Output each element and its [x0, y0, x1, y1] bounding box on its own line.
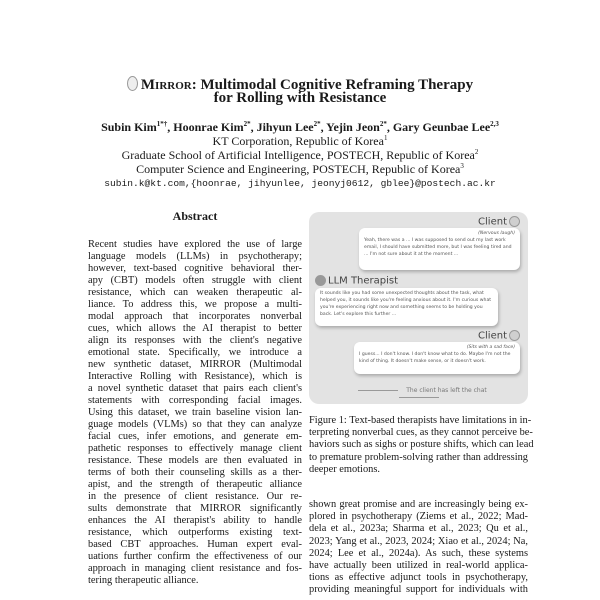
figure-1: [309, 212, 528, 404]
text-line: to premature problem-solving rather than addressing: [309, 451, 528, 463]
client-bubble-1: (Nervous laugh) Yeah, there was a ... I was supposed to send out my last work email, I should have submitted more, but I was feeling tired and ... I'm not sure about it at the moment ...: [359, 228, 520, 270]
client-face-icon: [509, 216, 520, 227]
author-name: Jihyun Lee: [256, 120, 314, 134]
text-line: have actually been utilized in real-world applica-: [309, 559, 528, 571]
body-text-right: [309, 499, 528, 597]
abstract-heading: Abstract: [172, 209, 218, 223]
affiliation-3: Computer Science and Engineering, POSTECH, Republic of Korea$^3$: [136, 162, 464, 176]
text-line: facial cues, infer emotions, and generate em-: [88, 431, 302, 442]
text-line: in the presence of client resistance. Our re-: [88, 491, 302, 502]
llm-logo-icon: [315, 275, 326, 286]
text-line: cues, which allows the AI therapist to better: [88, 323, 302, 334]
text-line: enhances the AI therapist's ability to handle: [88, 515, 302, 526]
author-affil-mark: 2,3: [490, 120, 499, 128]
text-line: statements with corresponding facial images.: [88, 395, 302, 406]
author-name: Yejin Jeon: [326, 120, 380, 134]
text-line: tering therapeutic alliance.: [88, 575, 199, 586]
affiliation-2: Graduate School of Artificial Intelligence, POSTECH, Republic of Korea$^2$: [121, 148, 479, 162]
text-line: pathetic responses to effectively manage client: [88, 443, 302, 454]
therapist-label: LLM Therapist: [315, 275, 398, 287]
text-line: guage models (VLMs) so that they can analyze: [88, 419, 302, 430]
text-line: providing meaningful support for individuals with: [309, 584, 528, 596]
text-line: liance. To address this, we propose a multi-: [88, 299, 302, 310]
text-line: approach in managing client resistance and fos-: [88, 563, 302, 574]
client-label-1: Client: [478, 216, 520, 228]
text-line: Recent studies have explored the use of large: [88, 239, 302, 250]
affiliation-1: KT Corporation, Republic of Korea$^1$: [212, 134, 388, 148]
text-line: apy (CBT) models often struggle with client: [88, 275, 302, 286]
author-affil-mark: 2*: [243, 120, 251, 128]
text-line: align its responses with the client's negative: [88, 335, 302, 346]
text-line: plored in psychotherapy (Ziems et al., 2022; Mad-: [309, 511, 528, 523]
text-line: Interactive Rolling with Resistance), which is: [88, 371, 302, 382]
client-face-icon: [509, 330, 520, 341]
text-line: 2024; Lee et al., 2024a). As such, these systems: [309, 547, 528, 559]
mirror-name: Mirror: [140, 77, 192, 93]
left-chat-notice: The client has left the chat: [323, 387, 514, 401]
text-line: emotional state. Specifically, we introduce a: [88, 347, 302, 358]
author-name: Hoonrae Kim: [173, 120, 244, 134]
author-affil-mark: 2*: [313, 120, 321, 128]
text-line: language models (LLMs) in psychotherapy;: [88, 251, 302, 262]
text-line: Using this dataset, we train baseline vision lan-: [88, 407, 302, 418]
text-line: resistance. These models are then evaluated in: [88, 455, 302, 466]
author-list: Subin Kim$^{1*\dagger}$, Hoonrae Kim$^{2*}$, Jihyun Lee$^{2*}$, Yejin Jeon$^{2*}$, Gary Geunbae Lee$^{2,3}$: [101, 120, 499, 134]
text-line: haviors such as sighs or posture shifts, which can lead: [309, 439, 534, 451]
abstract-body: [88, 239, 302, 587]
text-line: resistance, which outperforms existing text-: [88, 527, 302, 538]
text-line: uations further confirm the effectiveness of our: [88, 551, 302, 562]
text-line: terms of both their counseling skills as a ther-: [88, 467, 302, 478]
author-affil-mark: 1*†: [156, 120, 168, 128]
text-line: a novel synthetic dataset that pairs each client's: [88, 383, 302, 394]
author-emails: subin.k@kt.com,{hoonrae, jihyunlee, jeonyj0612, gblee}@postech.ac.kr: [104, 178, 496, 189]
therapist-bubble: It sounds like you had some unexpected thoughts about the task, what helped you, it sounds like you're feeling anxious about it. I'm curious what you're experiencing right now and something seems to be holding you back. Let's explore this further ...: [315, 288, 498, 326]
text-line: apist, and the strength of therapeutic alliance: [88, 479, 302, 490]
author-name: Subin Kim: [101, 120, 157, 134]
client-bubble-2: (Sits with a sad face) I guess... I don't know. I don't know what to do. Maybe I'm not the kind of thing. It doesn't make sense, or it doesn't work.: [354, 342, 520, 374]
text-line: resistance, which can weaken therapeutic al-: [88, 287, 302, 298]
title-rest: : Multimodal Cognitive Reframing Therapy: [191, 77, 474, 93]
mirror-logo-icon: [127, 76, 138, 91]
text-line: 2023; Yang et al., 2023, 2024; Xiao et al., 2024; Na,: [309, 535, 528, 547]
text-line: tions as effective adjunct tools in psychotherapy,: [309, 572, 528, 584]
text-line: deeper emotions.: [309, 463, 380, 475]
paper-title-line2: for Rolling with Resistance: [213, 90, 387, 106]
figure-caption: [309, 415, 534, 476]
text-line: modal approach that incorporates nonverbal: [88, 311, 302, 322]
client-label-2: Client: [478, 330, 520, 342]
author-name: Gary Geunbae Lee: [392, 120, 491, 134]
text-line: however, text-based cognitive behavioral ther-: [88, 263, 302, 274]
text-line: new synthetic dataset, MIRROR (Multimodal: [88, 359, 302, 370]
author-affil-mark: 2*: [379, 120, 387, 128]
text-line: dela et al., 2023a; Sharma et al., 2023; Qu et al.,: [309, 523, 528, 535]
text-line: shown great promise and are increasingly being ex-: [309, 499, 528, 510]
text-line: sults demonstrate that MIRROR significantly: [88, 503, 302, 514]
text-line: terpreting nonverbal cues, as they cannot perceive be-: [309, 427, 533, 439]
text-line: based CBT approaches. Human expert eval-: [88, 539, 302, 550]
text-line: Figure 1: Text-based therapists have limitations in in-: [309, 415, 532, 426]
